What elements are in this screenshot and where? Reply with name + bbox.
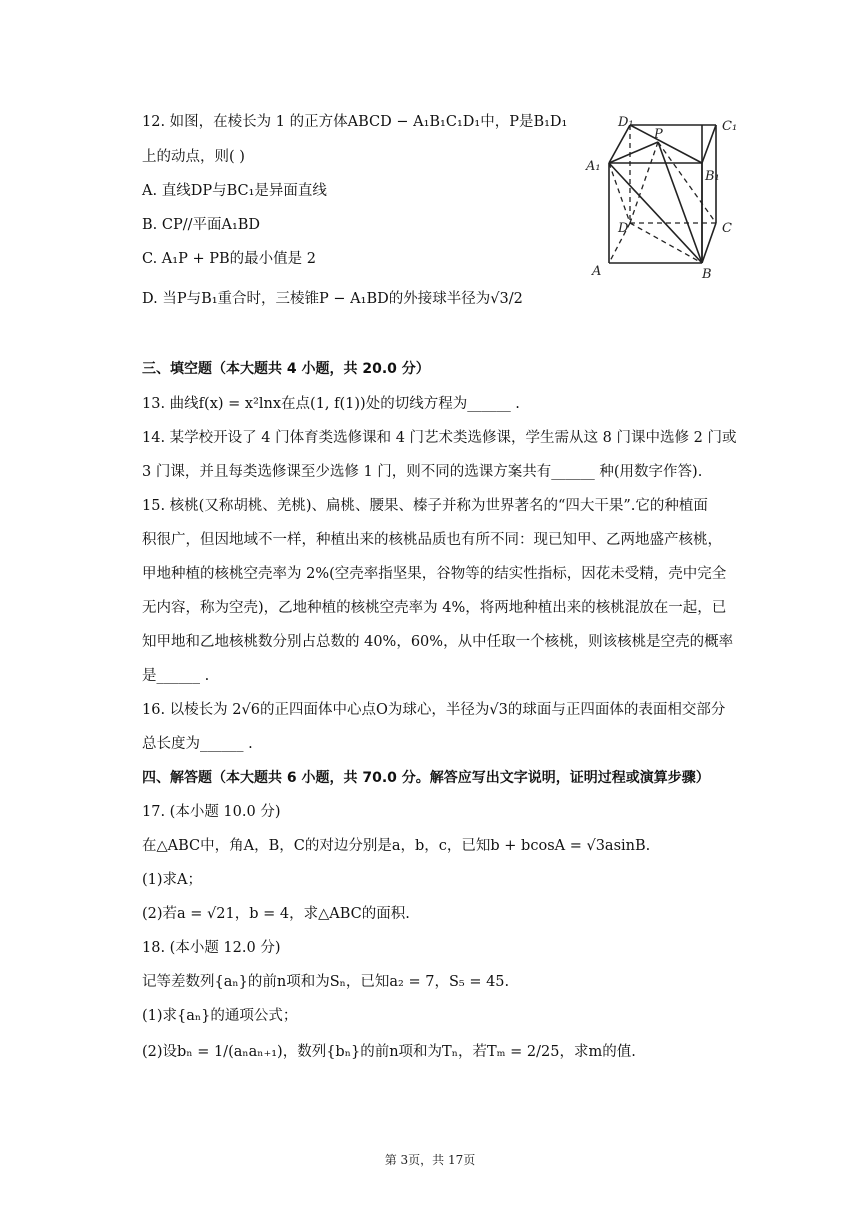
- q17-part-1: (1)求A；: [142, 872, 203, 888]
- q15-line-2: 积很广，但因地域不一样，种植出来的核桃品质也有所不同：现已知甲、乙两地盛产核桃，: [142, 532, 722, 548]
- q15-line-5: 知甲地和乙地核桃数分别占总数的 40%，60%，从中任取一个核桃，则该核桃是空壳的概率: [142, 634, 734, 650]
- q17-stem: 在△ABC中，角A，B，C的对边分别是a，b，c，已知b + bcosA = √3asinB.: [142, 838, 651, 854]
- q12-option-b: B. CP//平面A₁BD: [142, 217, 261, 233]
- label-d: D: [618, 221, 629, 236]
- q12-option-c: C. A₁P + PB的最小值是 2: [142, 251, 316, 267]
- label-b1: B₁: [705, 169, 720, 184]
- page-footer: 第 3页，共 17页: [384, 1153, 476, 1167]
- cube-figure: [582, 108, 752, 283]
- q15-line-4: 无内容，称为空壳)，乙地种植的核桃空壳率为 4%，将两地种植出来的核桃混放在一起，已: [142, 600, 727, 616]
- q15-line-1: 15. 核桃(又称胡桃、羌桃)、扁桃、腰果、榛子并称为世界著名的“四大干果”.它的种植面: [142, 498, 708, 514]
- q14-line-1: 14. 某学校开设了 4 门体育类选修课和 4 门艺术类选修课，学生需从这 8 门课中选修 2 门或: [142, 430, 737, 446]
- q18-stem: 记等差数列{aₙ}的前n项和为Sₙ，已知a₂ = 7，S₅ = 45.: [142, 974, 510, 990]
- q12-stem-1: 12. 如图，在棱长为 1 的正方体ABCD − A₁B₁C₁D₁中，P是B₁D₁: [142, 114, 568, 130]
- q12-stem-2: 上的动点，则( ): [142, 149, 245, 165]
- q18-part-2: (2)设bₙ = 1/(aₙaₙ₊₁)，数列{bₙ}的前n项和为Tₙ，若Tₘ = 2/25，求m的值.: [142, 1044, 636, 1060]
- q16-line-1: 16. 以棱长为 2√6的正四面体中心点O为球心，半径为√3的球面与正四面体的表面相交部分: [142, 702, 726, 718]
- q16-line-2: 总长度为______ .: [142, 736, 253, 752]
- section3-heading: 三、填空题（本大题共 4 小题，共 20.0 分）: [142, 361, 430, 377]
- q12-option-d: D. 当P与B₁重合时，三棱锥P − A₁BD的外接球半径为√3/2: [142, 291, 523, 307]
- label-b: B: [702, 267, 712, 282]
- q15-line-3: 甲地种植的核桃空壳率为 2%(空壳率指坚果，谷物等的结实性指标，因花未受精，壳中完全: [142, 566, 727, 582]
- label-a: A: [592, 264, 602, 279]
- label-c: C: [722, 221, 732, 236]
- label-c1: C₁: [722, 119, 738, 134]
- q18-part-1: (1)求{aₙ}的通项公式；: [142, 1008, 298, 1024]
- label-d1: D₁: [618, 115, 634, 130]
- q18-title: 18. (本小题 12.0 分): [142, 940, 281, 956]
- q14-line-2: 3 门课，并且每类选修课至少选修 1 门，则不同的选课方案共有______ 种(用数字作答).: [142, 464, 703, 480]
- label-a1: A₁: [586, 159, 601, 174]
- label-p: P: [654, 127, 663, 142]
- q12-option-a: A. 直线DP与BC₁是异面直线: [142, 183, 327, 199]
- q17-part-2: (2)若a = √21，b = 4，求△ABC的面积.: [142, 906, 410, 922]
- q17-title: 17. (本小题 10.0 分): [142, 804, 281, 820]
- q15-line-6: 是______ .: [142, 668, 210, 684]
- q13: 13. 曲线f(x) = x²lnx在点(1, f(1))处的切线方程为______ .: [142, 396, 520, 412]
- section4-heading: 四、解答题（本大题共 6 小题，共 70.0 分。解答应写出文字说明，证明过程或演算步骤）: [142, 770, 710, 786]
